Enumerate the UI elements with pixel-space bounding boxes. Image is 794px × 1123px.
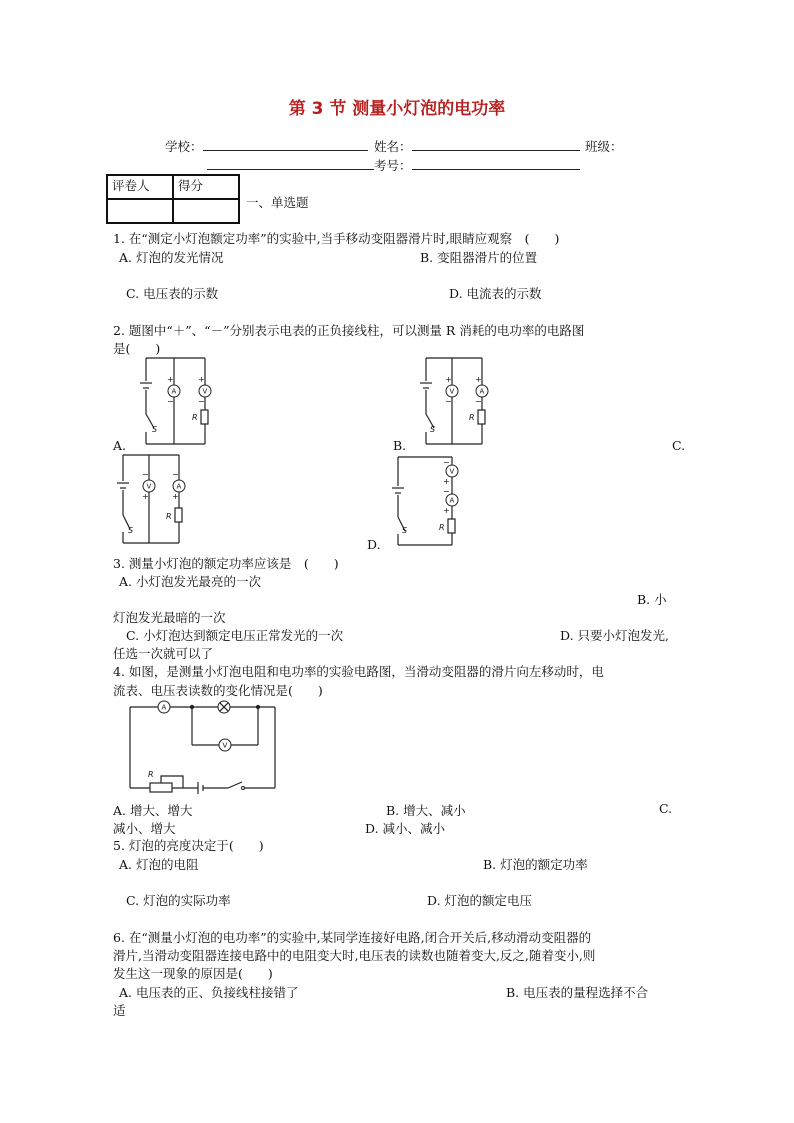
circuit-c-resistor-label: R [166,512,172,521]
q3-option-d-part2[interactable]: 任选一次就可以了 [113,646,214,661]
circuit-b-voltmeter-label: V [449,387,455,396]
q6-option-b-part2[interactable]: 适 [113,1003,126,1018]
q5-option-d[interactable]: D. 灯泡的额定电压 [427,893,533,908]
circuit-a-switch-label: S [152,425,158,434]
circuit-c-plus-a: + [172,492,179,501]
circuit-a-minus-v: − [198,397,205,406]
q4-option-d[interactable]: D. 减小、减小 [365,821,446,836]
circuit-b-minus-v: − [445,397,452,406]
circuit-a-ammeter-label: A [171,387,177,396]
circuit-d-voltmeter-label: V [449,467,455,476]
circuit-d-switch-label: S [402,526,408,535]
score-table [106,174,240,224]
name-line[interactable] [412,138,580,151]
q6-option-b-part1[interactable]: B. 电压表的量程选择不合 [506,985,649,1000]
name-label: 姓名： [374,139,412,154]
q1-option-a[interactable]: A. 灯泡的发光情况 [119,250,224,265]
q4-voltmeter-label: V [222,741,228,750]
q5-option-a[interactable]: A. 灯泡的电阻 [119,857,199,872]
circuit-c-diagram [113,453,213,548]
circuit-a-voltmeter-label: V [202,387,208,396]
circuit-d-minus-v: − [443,458,450,467]
circuit-b-minus-a: − [475,397,482,406]
circuit-a-plus-v: + [198,375,205,384]
class-line[interactable] [207,157,374,170]
circuit-b-diagram [410,356,510,451]
q6-stem-line2: 滑片,当滑动变阻器连接电路中的电阻变大时,电压表的读数也随着变大,反之,随着变小,则 [113,948,596,963]
circuit-a-diagram [130,356,230,451]
q2-option-a[interactable]: A. [113,438,127,453]
class-label: 班级： [585,139,623,154]
score-cell[interactable] [173,199,239,223]
q2-stem-line1: 2. 题图中“＋”、“－”分别表示电表的正负接线柱，可以测量 R 消耗的电功率的电路图 [113,323,585,338]
q5-option-c[interactable]: C. 灯泡的实际功率 [126,893,231,908]
circuit-c-ammeter-label: A [176,482,182,491]
circuit-d-resistor-icon [448,519,455,533]
grader-header: 评卷人 [107,175,173,199]
circuit-c-minus-v: − [142,470,149,479]
circuit-b-resistor-icon [478,410,485,424]
q3-option-b-part2[interactable]: 灯泡发光最暗的一次 [113,610,226,625]
q2-option-b[interactable]: B. [393,438,407,453]
circuit-d-plus-a: + [443,506,450,515]
circuit-b-ammeter-label: A [479,387,485,396]
q4-option-a[interactable]: A. 增大、增大 [113,803,193,818]
school-line[interactable] [203,138,368,151]
q4-stem-line1: 4. 如图，是测量小灯泡电阻和电功率的实验电路图，当滑动变阻器的滑片向左移动时，电 [113,664,604,679]
q4-rheostat-label: R [148,770,154,779]
page-title: 第 3 节 测量小灯泡的电功率 [288,99,506,119]
school-field [165,137,368,155]
q1-stem: 1. 在“测定小灯泡额定功率”的实验中,当手移动变阻器滑片时,眼睛应观察 ( ) [113,231,560,246]
q3-option-d-part1[interactable]: D. 只要小灯泡发光, [560,628,669,643]
q5-option-b[interactable]: B. 灯泡的额定功率 [483,857,588,872]
q5-stem: 5. 灯泡的亮度决定于( ) [113,838,264,853]
exam-no-line[interactable] [412,157,580,170]
school-label: 学校： [165,139,203,154]
q6-stem-line1: 6. 在“测量小灯泡的电功率”的实验中,某同学连接好电路,闭合开关后,移动滑动变阻器的 [113,930,592,945]
class-field [585,137,623,155]
exam-no-label: 考号： [374,158,412,173]
grader-cell[interactable] [107,199,173,223]
q1-option-c[interactable]: C. 电压表的示数 [126,286,219,301]
circuit-d-minus-a: − [443,487,450,496]
q4-circuit-diagram [128,700,280,795]
circuit-c-plus-v: + [142,492,149,501]
q3-stem: 3. 测量小灯泡的额定功率应该是 ( ) [113,556,339,571]
circuit-c-switch-label: S [128,526,134,535]
name-field [374,137,580,155]
exam-no-field [207,156,580,174]
q4-option-b[interactable]: B. 增大、减小 [386,803,466,818]
q4-rheostat-icon [150,783,172,792]
circuit-c-voltmeter-label: V [146,482,152,491]
score-header: 得分 [173,175,239,199]
circuit-b-plus-a: + [475,375,482,384]
q3-option-a[interactable]: A. 小灯泡发光最亮的一次 [119,574,261,589]
q1-option-b[interactable]: B. 变阻器滑片的位置 [420,250,538,265]
circuit-b-switch-label: S [430,425,436,434]
q6-stem-line3: 发生这一现象的原因是( ) [113,966,273,981]
circuit-c-minus-a: − [172,470,179,479]
q4-option-c-part1[interactable]: C. [659,801,673,816]
q2-stem-line2: 是( ) [113,341,161,356]
q2-option-d[interactable]: D. [367,537,381,552]
q4-ammeter-label: A [161,703,167,712]
circuit-b-plus-v: + [445,375,452,384]
q4-stem-line2: 流表、电压表读数的变化情况是( ) [113,683,323,698]
circuit-a-minus-a: − [167,397,174,406]
circuit-a-plus-a: + [167,375,174,384]
circuit-d-diagram [390,453,470,553]
circuit-a-resistor-icon [201,410,208,424]
circuit-d-plus-v: + [443,477,450,486]
q4-option-c-part2[interactable]: 减小、增大 [113,821,176,836]
q2-option-c[interactable]: C. [672,438,686,453]
q3-option-c[interactable]: C. 小灯泡达到额定电压正常发光的一次 [126,628,344,643]
q3-option-b-part1[interactable]: B. 小 [637,592,667,607]
q1-option-d[interactable]: D. 电流表的示数 [449,286,542,301]
circuit-a-resistor-label: R [192,413,198,422]
circuit-d-resistor-label: R [439,523,445,532]
circuit-c-resistor-icon [175,508,182,522]
circuit-d-ammeter-label: A [449,496,455,505]
section-heading: 一、单选题 [246,195,309,210]
q6-option-a[interactable]: A. 电压表的正、负接线柱接错了 [119,985,299,1000]
circuit-b-resistor-label: R [469,413,475,422]
